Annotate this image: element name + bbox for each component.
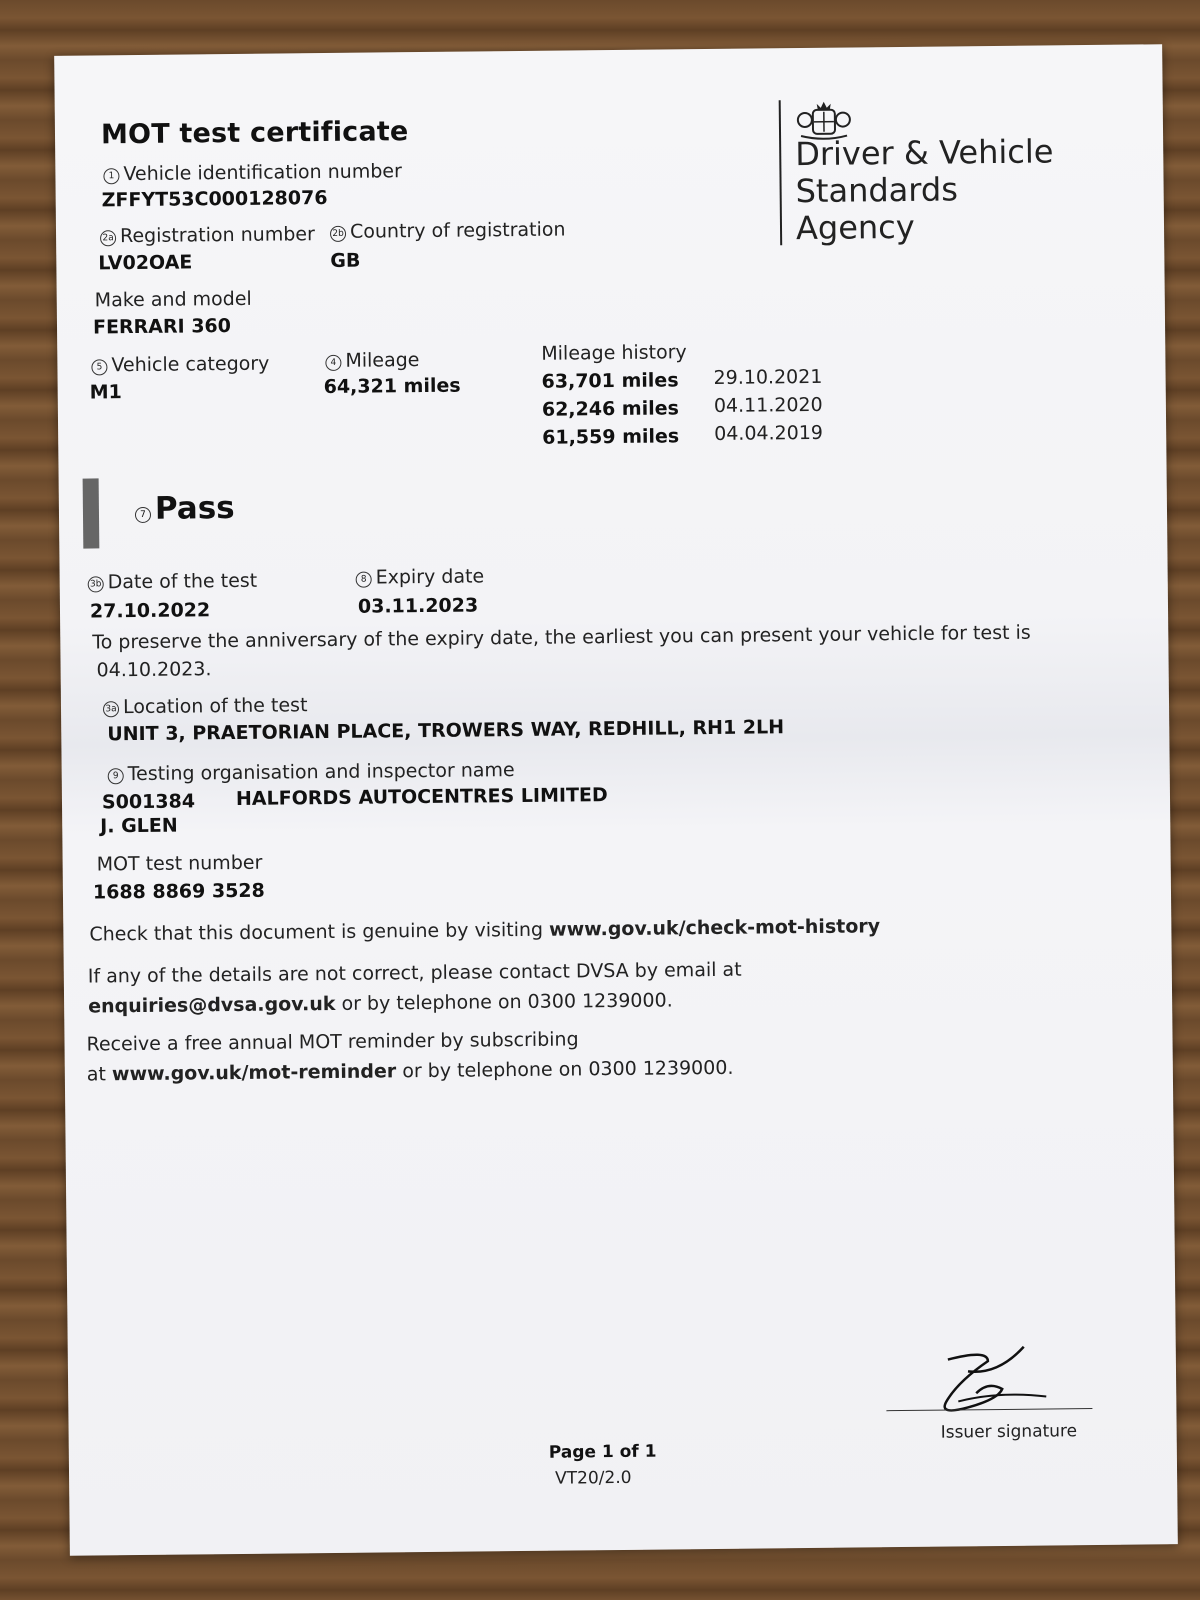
result-marker — [83, 478, 100, 548]
check-genuine: Check that this document is genuine by visiting www.gov.uk/check-mot-history — [89, 915, 881, 946]
reminder-info: Receive a free annual MOT reminder by subscribing at www.gov.uk/mot-reminder or by telephone on 0300 1239000. — [86, 1028, 734, 1086]
expiry-date-label: 8 Expiry date — [356, 565, 485, 588]
mileage-label: 4 Mileage — [325, 349, 419, 372]
agency-name: Driver & Vehicle Standards Agency — [795, 132, 1054, 248]
check-mot-history-link[interactable]: www.gov.uk/check-mot-history — [548, 915, 881, 941]
mileage-history-label: Mileage history — [541, 341, 687, 365]
mileage-history-miles: 63,701 miles — [541, 369, 679, 393]
mileage-history-date: 04.04.2019 — [714, 421, 824, 445]
make-model-label: Make and model — [94, 287, 252, 312]
mileage-value: 64,321 miles — [323, 374, 461, 399]
vin-value: ZFFYT53C000128076 — [101, 186, 328, 212]
page-number: Page 1 of 1 — [548, 1441, 657, 1463]
field-number-icon: 3a — [103, 701, 119, 717]
country-value: GB — [330, 249, 361, 272]
field-number-icon: 4 — [325, 355, 341, 371]
field-number-icon: 7 — [135, 507, 151, 523]
certificate-paper — [54, 44, 1178, 1556]
category-value: M1 — [89, 381, 122, 404]
certificate-title: MOT test certificate — [100, 116, 409, 151]
field-number-icon: 2a — [100, 230, 116, 246]
test-date-value: 27.10.2022 — [89, 599, 211, 623]
expiry-date-value: 03.11.2023 — [357, 594, 479, 618]
field-number-icon: 8 — [356, 572, 372, 588]
test-number-value: 1688 8869 3528 — [92, 879, 265, 904]
location-label: 3a Location of the test — [103, 694, 308, 718]
organisation-label: 9 Testing organisation and inspector name — [108, 759, 515, 785]
organisation-code: S001384 — [101, 790, 196, 814]
mileage-history-date: 04.11.2020 — [713, 393, 823, 417]
field-number-icon: 3b — [88, 576, 104, 592]
mot-reminder-link[interactable]: www.gov.uk/mot-reminder — [111, 1060, 397, 1086]
inspector-name: J. GLEN — [100, 814, 178, 838]
organisation-name: HALFORDS AUTOCENTRES LIMITED — [235, 784, 608, 810]
field-number-icon: 5 — [91, 359, 107, 375]
test-number-label: MOT test number — [96, 851, 263, 876]
location-value: UNIT 3, PRAETORIAN PLACE, TROWERS WAY, REDHILL, RH1 2LH — [107, 716, 785, 746]
field-number-icon: 1 — [103, 168, 119, 184]
anniversary-note: To preserve the anniversary of the expiry date, the earliest you can present your vehicle for test is 04.10.2023. — [92, 621, 1031, 682]
field-number-icon: 2b — [330, 226, 346, 242]
category-label: 5 Vehicle category — [91, 353, 269, 377]
signature-label: Issuer signature — [940, 1421, 1078, 1443]
mileage-history-miles: 61,559 miles — [542, 425, 680, 449]
registration-value: LV02OAE — [98, 251, 193, 275]
field-number-icon: 9 — [108, 768, 124, 784]
test-date-label: 3b Date of the test — [88, 570, 258, 594]
mileage-history-date: 29.10.2021 — [713, 365, 823, 389]
email-link[interactable]: enquiries@dvsa.gov.uk — [88, 992, 336, 1018]
registration-label: 2a Registration number — [100, 223, 315, 247]
mileage-history-miles: 62,246 miles — [541, 397, 679, 421]
make-model-value: FERRARI 360 — [92, 315, 232, 339]
form-code: VT20/2.0 — [554, 1467, 632, 1489]
agency-divider — [779, 100, 783, 245]
country-label: 2b Country of registration — [330, 218, 566, 242]
result-pass: 7 Pass — [135, 490, 235, 527]
contact-info: If any of the details are not correct, please contact DVSA by email at enquiries@dvsa.gov.uk or by telephone on 0300 1239000. — [87, 958, 742, 1018]
vin-label: 1 Vehicle identification number — [103, 160, 402, 185]
